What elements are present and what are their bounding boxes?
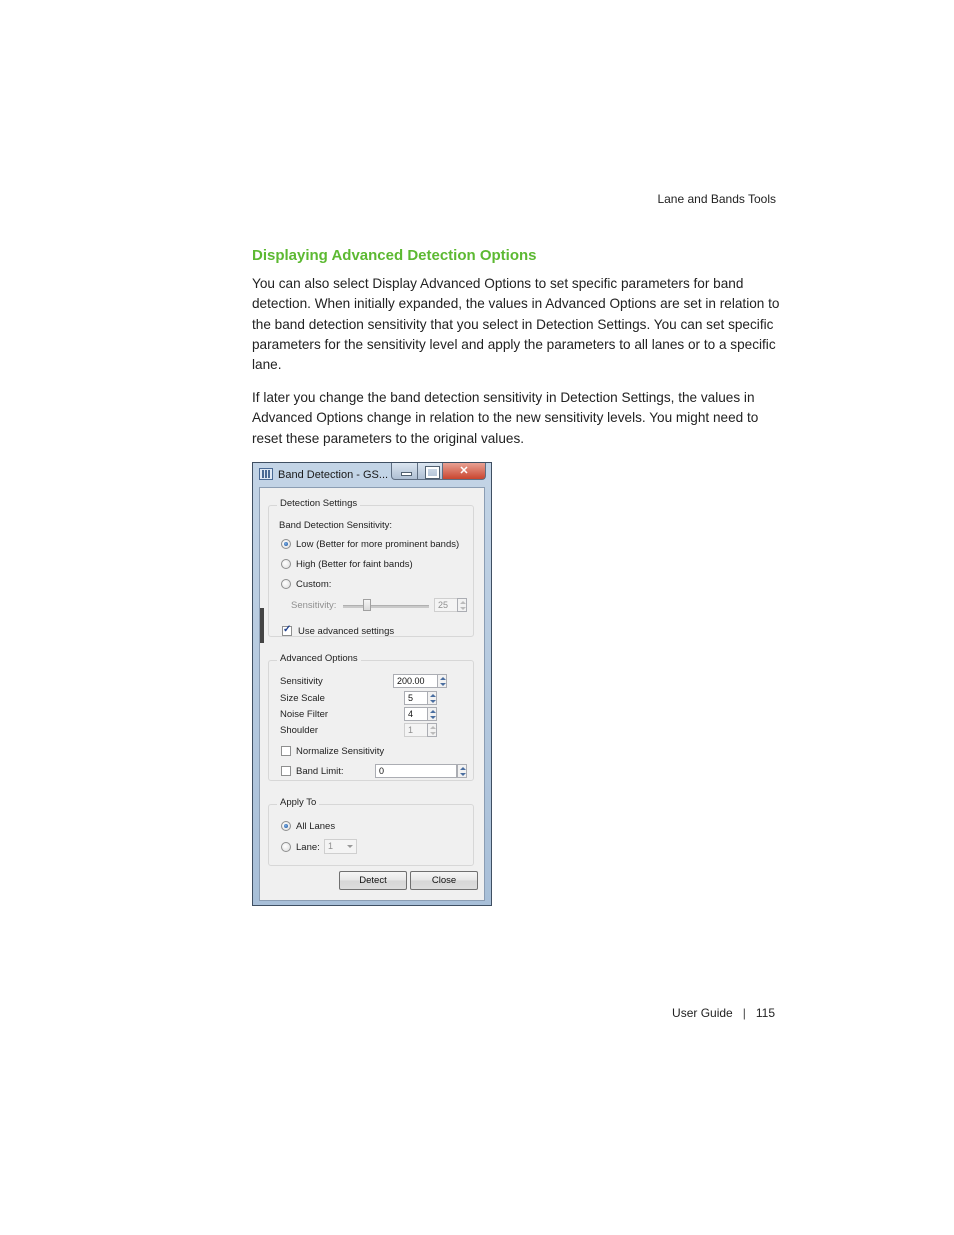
close-window-button[interactable] [442, 463, 486, 480]
page-number: 115 [755, 1006, 775, 1020]
minimize-button[interactable] [391, 463, 418, 480]
detection-settings-label: Detection Settings [277, 498, 360, 509]
size-scale-input[interactable]: 5 [404, 691, 428, 705]
running-header: Lane and Bands Tools [657, 192, 776, 206]
band-limit-checkbox[interactable] [281, 766, 291, 776]
close-button[interactable]: Close [410, 871, 478, 890]
advanced-options-label: Advanced Options [277, 653, 361, 664]
radio-low[interactable] [281, 539, 291, 549]
radio-high[interactable] [281, 559, 291, 569]
footer-separator: | [742, 1006, 746, 1020]
sensitivity-input[interactable]: 200.00 [393, 674, 438, 688]
paragraph-2: If later you change the band detection sensitivity in Detection Settings, the values in Advanced Options change in relation to the new sensitivity levels. You might need to reset these parameters to the original values. [252, 390, 759, 446]
scroll-indicator [260, 608, 264, 643]
radio-custom[interactable] [281, 579, 291, 589]
shoulder-input[interactable]: 1 [404, 723, 428, 737]
sensitivity-slider-thumb[interactable] [363, 599, 371, 611]
band-limit-input[interactable]: 0 [375, 764, 457, 778]
radio-lane-label: Lane: [296, 842, 320, 853]
slider-label: Sensitivity: [291, 600, 337, 611]
normalize-sensitivity-checkbox[interactable] [281, 746, 291, 756]
detect-button[interactable]: Detect [339, 871, 407, 890]
normalize-sensitivity-label: Normalize Sensitivity [296, 746, 385, 757]
detection-settings-group [268, 498, 474, 637]
app-icon [259, 468, 273, 480]
radio-all-lanes-label: All Lanes [296, 821, 336, 832]
advanced-options-group [268, 653, 474, 781]
use-advanced-checkbox[interactable] [282, 626, 292, 636]
shoulder-spinner[interactable] [427, 723, 437, 737]
use-advanced-label: Use advanced settings [298, 626, 395, 637]
sensitivity-slider-track[interactable] [343, 605, 429, 608]
dialog-client-area [259, 487, 485, 901]
sensitivity-heading: Band Detection Sensitivity: [279, 520, 393, 531]
lane-select[interactable] [324, 839, 357, 854]
radio-all-lanes[interactable] [281, 821, 291, 831]
noise-filter-spinner[interactable] [427, 707, 437, 721]
close-icon: ✕ [459, 465, 469, 477]
field-label-size-scale: Size Scale [280, 693, 325, 704]
band-detection-dialog [252, 462, 492, 906]
paragraph-1: You can also select Display Advanced Options to set specific parameters for band detection. When initially expanded, the values in Advanced Options are set in relation to the band detection sensitivity that you select in Detection Settings. You can set specific parameters for the sensitivity level and apply the parameters to all lanes or to a specific lane. [252, 276, 780, 373]
maximize-button[interactable] [417, 463, 443, 480]
field-label-noise-filter: Noise Filter [280, 709, 329, 720]
band-limit-label: Band Limit: [296, 766, 344, 777]
radio-custom-label: Custom: [296, 579, 332, 590]
apply-to-group [268, 797, 474, 866]
dialog-title: Band Detection - GS... [278, 469, 389, 481]
field-label-shoulder: Shoulder [280, 725, 319, 736]
slider-value-field[interactable]: 25 [434, 598, 458, 612]
lane-select-value: 1 [328, 841, 334, 851]
dialog-titlebar[interactable] [253, 463, 491, 487]
sensitivity-spinner[interactable] [437, 674, 447, 688]
field-label-sensitivity: Sensitivity [280, 676, 323, 687]
radio-high-label: High (Better for faint bands) [296, 559, 413, 570]
apply-to-label: Apply To [277, 797, 319, 808]
band-limit-spinner[interactable] [457, 764, 467, 778]
size-scale-spinner[interactable] [427, 691, 437, 705]
section-title: Displaying Advanced Detection Options [252, 247, 537, 264]
slider-value-spinner[interactable] [457, 598, 467, 612]
page-footer [672, 1006, 775, 1020]
noise-filter-input[interactable]: 4 [404, 707, 428, 721]
chevron-down-icon [347, 845, 353, 848]
radio-lane[interactable] [281, 842, 291, 852]
footer-label: User Guide [672, 1006, 733, 1020]
radio-low-label: Low (Better for more prominent bands) [296, 539, 460, 550]
